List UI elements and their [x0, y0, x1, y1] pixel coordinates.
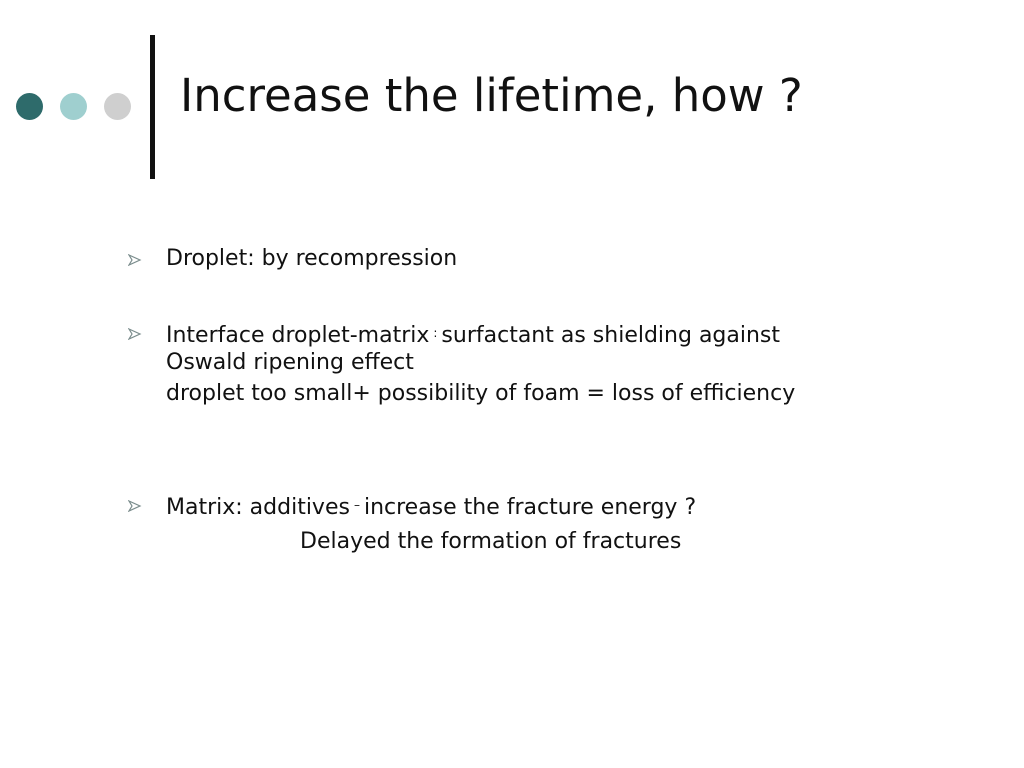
bullet-interface-line-3: droplet too small+ possibility of foam = loss of efficiency	[166, 381, 796, 406]
bullet-matrix-tail: increase the fracture energy ?	[363, 495, 697, 520]
colon-separator: :	[433, 326, 438, 340]
decor-dot-light	[60, 93, 87, 120]
bullet-interface-tail: surfactant as shielding against	[441, 323, 781, 348]
bullet-matrix-lead: Matrix: additives	[166, 495, 350, 520]
bullet-droplet-text: Droplet: by recompression	[166, 246, 458, 271]
dash-separator: –	[353, 498, 360, 512]
decor-dot-grey	[104, 93, 131, 120]
slide-title: Increase the lifetime, how ?	[180, 69, 803, 122]
decor-dot-dark	[16, 93, 43, 120]
bullet-interface-lead: Interface droplet-matrix	[166, 323, 430, 348]
arrowhead-bullet-icon	[128, 500, 142, 512]
bullet-matrix-subline: Delayed the formation of fractures	[300, 529, 682, 554]
bullet-interface-line-1	[166, 318, 780, 351]
arrowhead-bullet-icon	[128, 254, 142, 266]
arrowhead-bullet-icon	[128, 328, 142, 340]
bullet-interface-line-2: Oswald ripening effect	[166, 350, 414, 375]
bullet-matrix-text	[166, 490, 696, 523]
title-divider	[150, 35, 155, 179]
